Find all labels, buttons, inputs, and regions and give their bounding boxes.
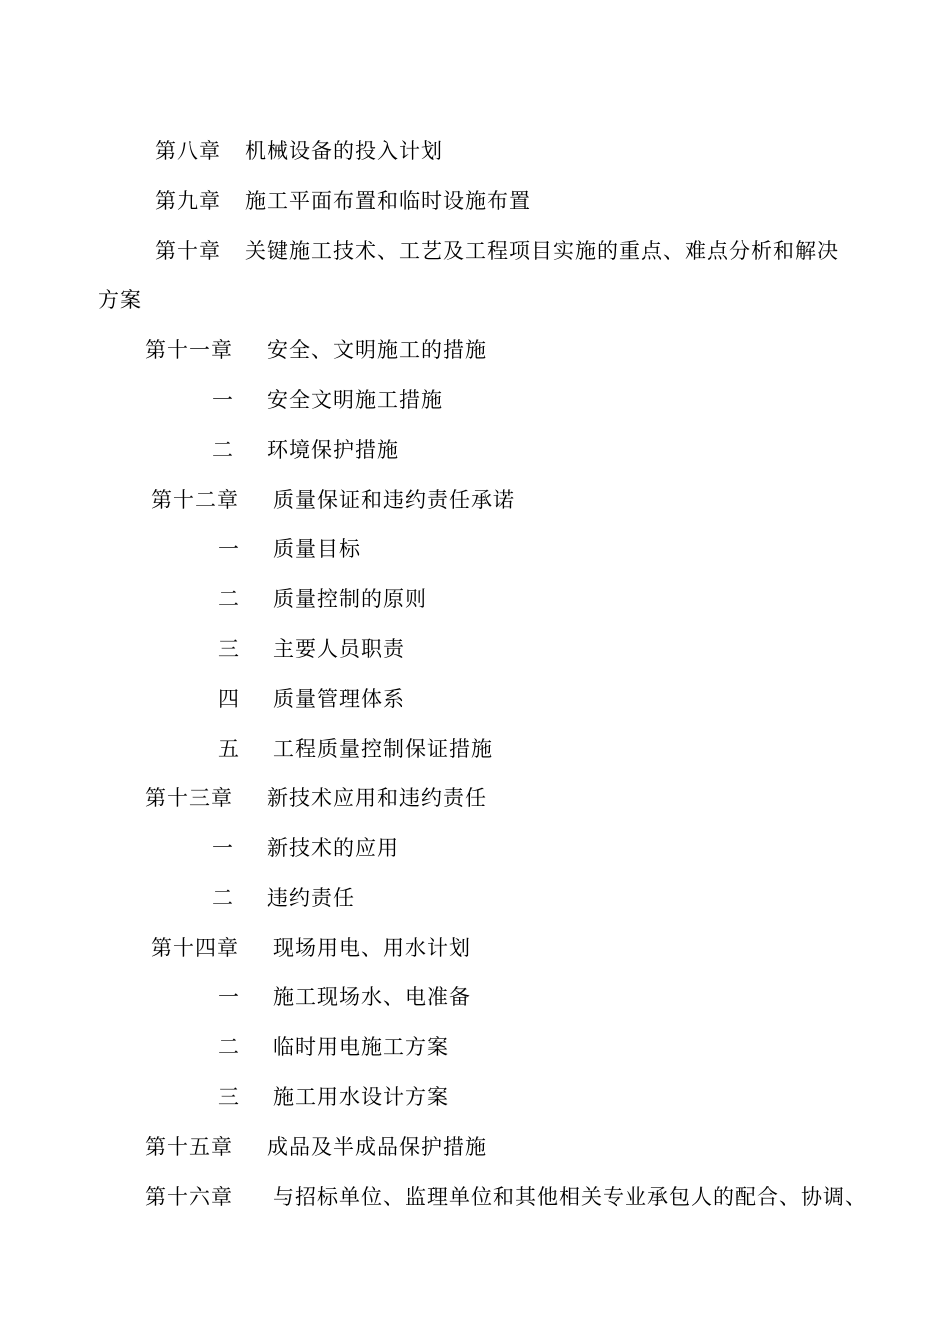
toc-label: 一 (218, 985, 240, 1009)
toc-entry-chapter-11 (145, 336, 845, 364)
toc-title: 违约责任 (267, 886, 355, 910)
toc-label: 二 (212, 886, 234, 910)
toc-entry-section (218, 1083, 818, 1111)
toc-label: 第十三章 (145, 786, 233, 810)
toc-entry-section (212, 884, 812, 912)
toc-label: 一 (212, 388, 234, 412)
toc-title: 主要人员职责 (273, 637, 405, 661)
toc-entry-section (218, 983, 818, 1011)
toc-title: 关键施工技术、工艺及工程项目实施的重点、难点分析和解决 (245, 239, 839, 263)
toc-title: 质量控制的原则 (273, 587, 427, 611)
toc-label: 第十章 (155, 239, 221, 263)
toc-title: 现场用电、用水计划 (273, 936, 471, 960)
toc-title: 新技术应用和违约责任 (267, 786, 487, 810)
toc-title: 环境保护措施 (267, 438, 399, 462)
toc-entry-section (218, 685, 818, 713)
toc-label: 四 (218, 687, 240, 711)
toc-entry-chapter-16 (145, 1183, 890, 1211)
toc-entry-section (218, 635, 818, 663)
toc-title: 新技术的应用 (267, 836, 399, 860)
toc-label: 第十一章 (145, 338, 233, 362)
toc-label: 二 (218, 1035, 240, 1059)
toc-label: 三 (218, 1085, 240, 1109)
toc-label: 第八章 (155, 139, 221, 163)
toc-label: 第十五章 (145, 1135, 233, 1159)
toc-label: 一 (218, 537, 240, 561)
toc-title: 施工平面布置和临时设施布置 (245, 189, 531, 213)
toc-entry-section (218, 585, 818, 613)
toc-label: 第九章 (155, 189, 221, 213)
toc-entry-section (212, 386, 812, 414)
toc-title: 质量目标 (273, 537, 361, 561)
toc-label: 三 (218, 637, 240, 661)
toc-label: 二 (212, 438, 234, 462)
toc-title: 施工用水设计方案 (273, 1085, 449, 1109)
toc-entry-section (218, 1033, 818, 1061)
toc-title: 质量管理体系 (273, 687, 405, 711)
toc-title: 与招标单位、监理单位和其他相关专业承包人的配合、协调、 (273, 1185, 867, 1209)
toc-entry-chapter-15 (145, 1133, 845, 1161)
toc-title: 质量保证和违约责任承诺 (273, 488, 515, 512)
toc-title: 施工现场水、电准备 (273, 985, 471, 1009)
toc-entry-continuation (98, 286, 142, 314)
toc-label: 二 (218, 587, 240, 611)
toc-entry-section (218, 735, 818, 763)
toc-entry-chapter-13 (145, 784, 845, 812)
toc-label: 第十四章 (151, 936, 239, 960)
toc-label: 五 (218, 737, 240, 761)
toc-title: 成品及半成品保护措施 (267, 1135, 487, 1159)
toc-label: 第十六章 (145, 1185, 233, 1209)
toc-label: 一 (212, 836, 234, 860)
toc-title: 安全文明施工措施 (267, 388, 443, 412)
toc-entry-chapter-12 (151, 486, 851, 514)
toc-label: 第十二章 (151, 488, 239, 512)
toc-continuation-text: 方案 (98, 288, 142, 312)
toc-entry-chapter-8 (155, 137, 855, 165)
toc-title: 临时用电施工方案 (273, 1035, 449, 1059)
toc-entry-section (212, 436, 812, 464)
toc-title: 安全、文明施工的措施 (267, 338, 487, 362)
toc-entry-chapter-14 (151, 934, 851, 962)
toc-entry-section (218, 535, 818, 563)
toc-entry-chapter-9 (155, 187, 855, 215)
toc-title: 机械设备的投入计划 (245, 139, 443, 163)
toc-title: 工程质量控制保证措施 (273, 737, 493, 761)
toc-entry-section (212, 834, 812, 862)
toc-entry-chapter-10 (155, 237, 875, 265)
